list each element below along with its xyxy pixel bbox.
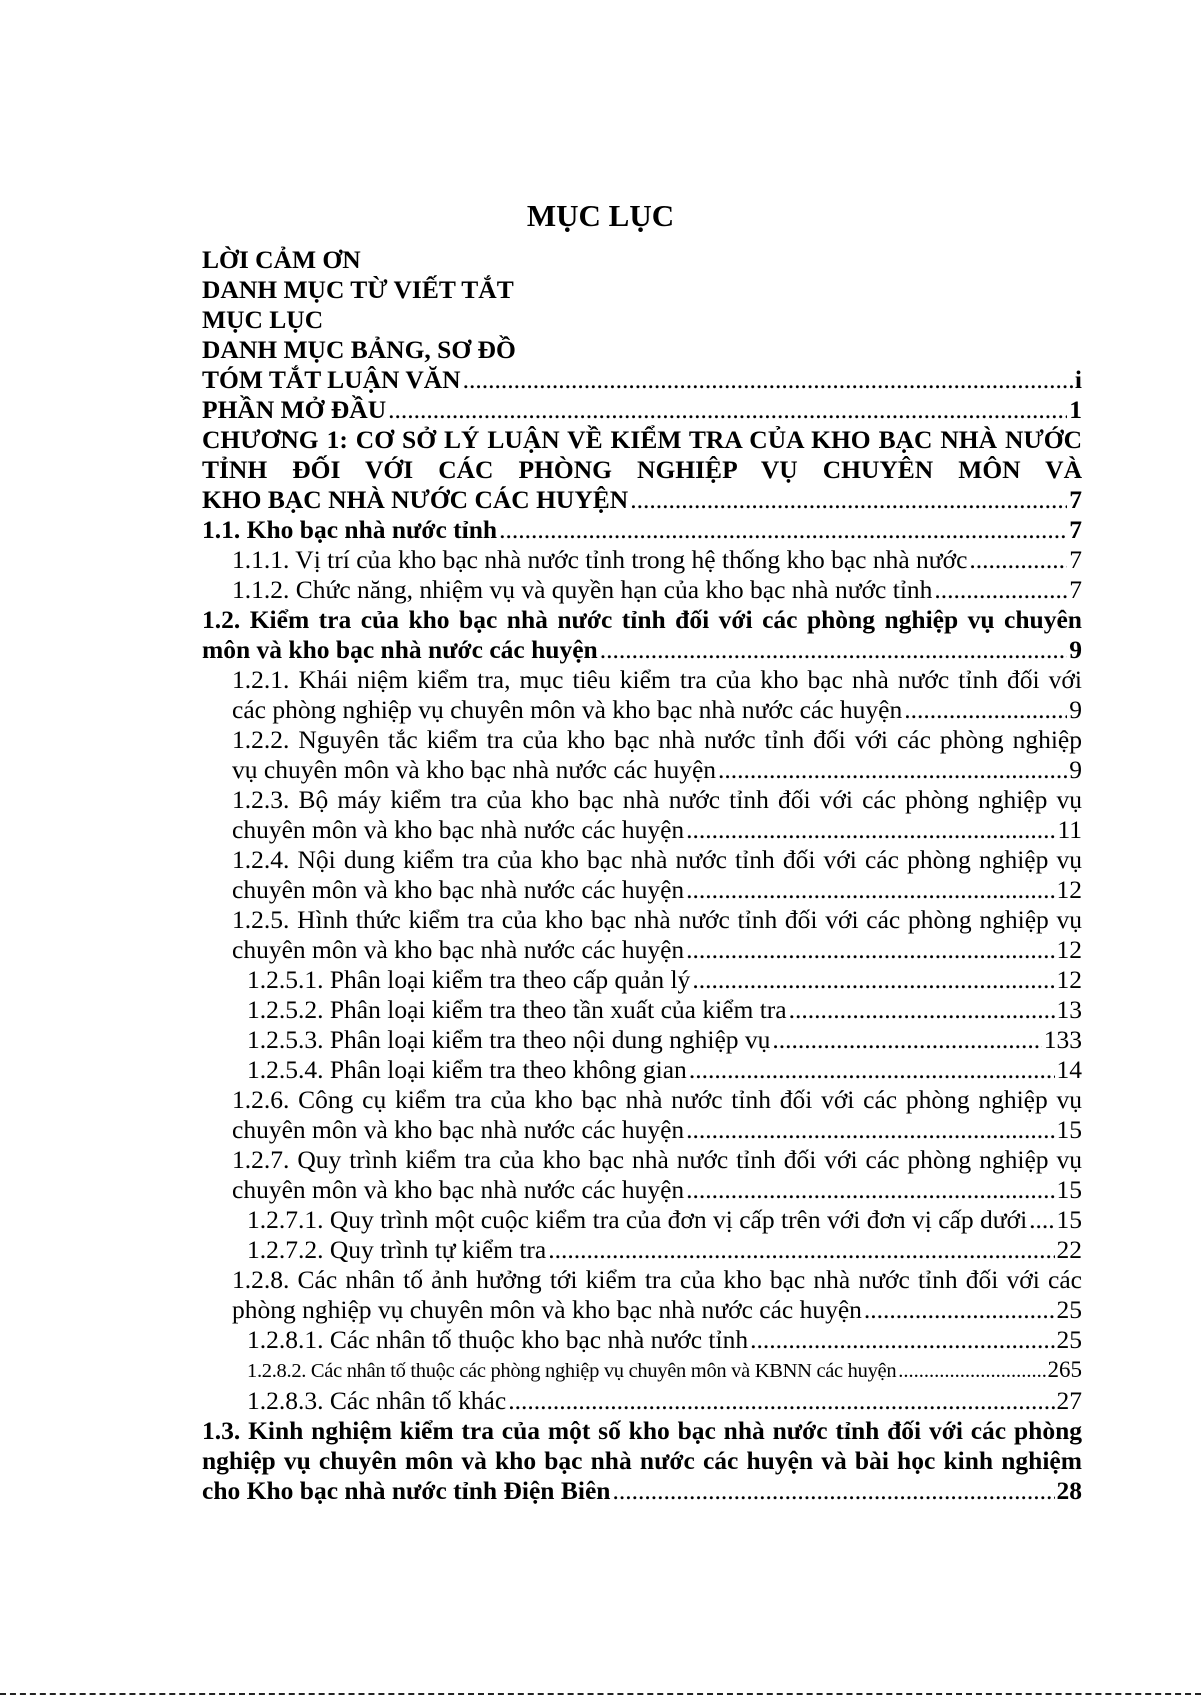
toc-entry[interactable]: [202, 1205, 1082, 1235]
toc-entry-text-first: 1.2.4. Nội dung kiểm tra của kho bạc nhà nước tỉnh đối với các phòng nghiệp vụ: [232, 845, 1082, 874]
toc-entry-row: [247, 1386, 1082, 1416]
toc-entry-row: [232, 935, 1082, 965]
toc-entry-row: [202, 245, 1082, 275]
toc-entry-row: [247, 1235, 1082, 1265]
toc-page-number: 1: [1069, 395, 1082, 424]
toc-entry[interactable]: [202, 1325, 1082, 1355]
toc-page-number: 7: [1069, 575, 1082, 604]
toc-entry-text-first: 1.2. Kiểm tra của kho bạc nhà nước tỉnh đối với các phòng nghiệp vụ chuyên: [202, 605, 1082, 634]
toc-entry-row: [232, 695, 1082, 725]
toc-entry-row: [232, 1295, 1082, 1325]
toc-page-number: 25: [1056, 1295, 1082, 1324]
toc-entry[interactable]: [202, 845, 1082, 905]
toc-entry-text: 1.1. Kho bạc nhà nước tỉnh: [202, 515, 498, 544]
toc-entry-row: [202, 305, 1082, 335]
toc-entry-text: chuyên môn và kho bạc nhà nước các huyện: [232, 1115, 685, 1144]
toc-entry-text: PHẦN MỞ ĐẦU: [202, 395, 387, 424]
toc-entry-text: vụ chuyên môn và kho bạc nhà nước các huyện: [232, 755, 717, 784]
toc-page-number: 15: [1056, 1175, 1082, 1204]
toc-page-number: 22: [1056, 1235, 1082, 1264]
toc-page-number: 12: [1056, 875, 1082, 904]
toc-entry-text-first: 1.3. Kinh nghiệm kiểm tra của một số kho bạc nhà nước tỉnh đối với các phòng nghiệp vụ chuyên môn và kho bạc nhà nước các huyện và bài học kinh nghiệm: [202, 1416, 1082, 1475]
toc-page-number: 27: [1056, 1386, 1082, 1415]
toc-entry-text: 1.2.7.2. Quy trình tự kiểm tra: [247, 1235, 547, 1264]
page-edge-divider: [0, 1693, 1201, 1695]
toc-entry-row: [247, 1205, 1082, 1235]
toc-page-number: 12: [1056, 935, 1082, 964]
toc-entry[interactable]: [202, 1265, 1082, 1325]
toc-entry-row: [202, 395, 1082, 425]
toc-leader-dots: [750, 1325, 1054, 1355]
toc-entry-text-first: 1.2.8. Các nhân tố ảnh hưởng tới kiểm tra của kho bạc nhà nước tỉnh đối với các: [232, 1265, 1082, 1294]
toc-page-number: 13: [1056, 995, 1082, 1024]
toc-entry[interactable]: [202, 1085, 1082, 1145]
toc-page-number: 7: [1069, 485, 1082, 514]
toc-leader-dots: [789, 995, 1055, 1025]
toc-entry-row: [232, 545, 1082, 575]
page-title: MỤC LỤC: [526, 198, 675, 233]
toc-entry-text: phòng nghiệp vụ chuyên môn và kho bạc nhà nước các huyện: [232, 1295, 862, 1324]
toc-entry-row: [202, 335, 1082, 365]
toc-leader-dots: [686, 1175, 1054, 1205]
toc-entry[interactable]: [202, 515, 1082, 545]
toc-page-number: 15: [1056, 1205, 1082, 1234]
toc-entry[interactable]: [202, 665, 1082, 725]
toc-leader-dots: [689, 1055, 1055, 1085]
toc-entry[interactable]: [202, 995, 1082, 1025]
toc-entry-row: [202, 635, 1082, 665]
toc-leader-dots: [630, 485, 1067, 515]
toc-entry[interactable]: [202, 275, 1082, 305]
toc-entry-text: 1.2.5.2. Phân loại kiểm tra theo tần xuất của kiểm tra: [247, 995, 787, 1024]
toc-entry-text: DANH MỤC BẢNG, SƠ ĐỒ: [202, 335, 516, 364]
toc-leader-dots: [612, 1476, 1054, 1506]
toc-entry-row: [232, 1115, 1082, 1145]
toc-entry-row: [247, 1025, 1082, 1055]
toc-entry-row: [247, 1325, 1082, 1355]
toc-entry[interactable]: [202, 545, 1082, 575]
toc-entry-text: 1.2.5.4. Phân loại kiểm tra theo không gian: [247, 1055, 687, 1084]
toc-page-number: 11: [1057, 815, 1082, 844]
toc-entry[interactable]: [202, 365, 1082, 395]
toc-entry-row: [202, 515, 1082, 545]
toc-leader-dots: [463, 365, 1073, 395]
toc-entry-text-first: 1.2.1. Khái niệm kiểm tra, mục tiêu kiểm tra của kho bạc nhà nước tỉnh đối với: [232, 665, 1082, 694]
toc-leader-dots: [718, 755, 1067, 785]
toc-entry-row: [247, 1055, 1082, 1085]
toc-entry-text: chuyên môn và kho bạc nhà nước các huyện: [232, 935, 685, 964]
toc-entry-row: [247, 1355, 1082, 1386]
toc-entry-row: [202, 275, 1082, 305]
toc-leader-dots: [508, 1386, 1054, 1416]
toc-leader-dots: [692, 965, 1054, 995]
toc-leader-dots: [686, 1115, 1054, 1145]
toc-leader-dots: [686, 815, 1055, 845]
toc-leader-dots: [969, 545, 1067, 575]
toc-page-number: 9: [1069, 695, 1082, 724]
toc-leader-dots: [686, 875, 1054, 905]
toc-page-number: 7: [1069, 515, 1082, 544]
toc-page-number: 28: [1056, 1476, 1082, 1505]
toc-entry-row: [247, 965, 1082, 995]
toc-entry-row: [232, 875, 1082, 905]
toc-entry[interactable]: [202, 335, 1082, 365]
toc-entry-text-first: 1.2.7. Quy trình kiểm tra của kho bạc nhà nước tỉnh đối với các phòng nghiệp vụ: [232, 1145, 1082, 1174]
toc-entry-text: chuyên môn và kho bạc nhà nước các huyện: [232, 1175, 685, 1204]
toc-entry-row: [232, 1175, 1082, 1205]
toc-page-number: 133: [1043, 1025, 1082, 1054]
toc-entry-text: 1.2.8.2. Các nhân tố thuộc các phòng nghiệp vụ chuyên môn và KBNN các huyện: [247, 1360, 897, 1382]
toc-page-number: 265: [1047, 1357, 1082, 1382]
toc-entry[interactable]: [202, 1416, 1082, 1506]
toc-leader-dots: [686, 935, 1054, 965]
toc-entry-row: [232, 755, 1082, 785]
toc-entry[interactable]: [202, 1235, 1082, 1265]
toc-page-number: 14: [1056, 1055, 1082, 1084]
toc-entry-text: KHO BẠC NHÀ NƯỚC CÁC HUYỆN: [202, 485, 629, 514]
toc-entry-row: [202, 485, 1082, 515]
toc-entry-text: môn và kho bạc nhà nước các huyện: [202, 635, 598, 664]
toc-entry-row: [202, 1476, 1082, 1506]
toc-entry-text: 1.1.1. Vị trí của kho bạc nhà nước tỉnh trong hệ thống kho bạc nhà nước: [232, 545, 968, 574]
toc-leader-dots: [898, 1356, 1045, 1386]
toc-leader-dots: [904, 695, 1067, 725]
toc-entry[interactable]: [202, 1355, 1082, 1386]
toc-entry[interactable]: [202, 575, 1082, 605]
toc-leader-dots: [1029, 1205, 1054, 1235]
toc-page-number: 7: [1069, 545, 1082, 574]
toc-entry-row: [202, 365, 1082, 395]
table-of-contents: [202, 245, 1082, 1506]
toc-entry-text: 1.2.5.1. Phân loại kiểm tra theo cấp quản lý: [247, 965, 691, 994]
toc-entry-text: chuyên môn và kho bạc nhà nước các huyện: [232, 815, 685, 844]
toc-entry-text: 1.2.8.1. Các nhân tố thuộc kho bạc nhà nước tỉnh: [247, 1325, 749, 1354]
toc-page-number: 25: [1056, 1325, 1082, 1354]
toc-entry[interactable]: [202, 1145, 1082, 1205]
toc-entry-text-first: 1.2.2. Nguyên tắc kiểm tra của kho bạc nhà nước tỉnh đối với các phòng nghiệp: [232, 725, 1082, 754]
toc-entry-text-first: 1.2.3. Bộ máy kiểm tra của kho bạc nhà nước tỉnh đối với các phòng nghiệp vụ: [232, 785, 1082, 814]
toc-entry-text: TÓM TẮT LUẬN VĂN: [202, 365, 461, 394]
toc-entry[interactable]: [202, 905, 1082, 965]
toc-entry-text: 1.2.8.3. Các nhân tố khác: [247, 1386, 507, 1415]
toc-entry[interactable]: [202, 395, 1082, 425]
toc-page-number: 15: [1056, 1115, 1082, 1144]
toc-page-number: i: [1074, 365, 1082, 394]
toc-entry-text-first: 1.2.5. Hình thức kiểm tra của kho bạc nhà nước tỉnh đối với các phòng nghiệp vụ: [232, 905, 1082, 934]
toc-leader-dots: [499, 515, 1067, 545]
toc-page-number: 9: [1069, 755, 1082, 784]
toc-leader-dots: [772, 1025, 1041, 1055]
toc-leader-dots: [600, 635, 1068, 665]
toc-leader-dots: [388, 395, 1067, 425]
toc-entry[interactable]: [202, 1386, 1082, 1416]
toc-entry[interactable]: [202, 305, 1082, 335]
toc-entry-text-first: CHƯƠNG 1: CƠ SỞ LÝ LUẬN VỀ KIỂM TRA CỦA KHO BẠC NHÀ NƯỚC TỈNH ĐỐI VỚI CÁC PHÒNG NGHIỆP VỤ CHUYÊN MÔN VÀ: [202, 425, 1082, 484]
toc-entry[interactable]: [202, 725, 1082, 785]
toc-entry-text-first: 1.2.6. Công cụ kiểm tra của kho bạc nhà nước tỉnh đối với các phòng nghiệp vụ: [232, 1085, 1082, 1114]
toc-leader-dots: [548, 1235, 1054, 1265]
toc-entry-row: [232, 815, 1082, 845]
toc-leader-dots: [864, 1295, 1055, 1325]
toc-page-number: 12: [1056, 965, 1082, 994]
toc-entry[interactable]: [202, 1025, 1082, 1055]
toc-page-number: 9: [1069, 635, 1082, 664]
toc-entry[interactable]: [202, 785, 1082, 845]
toc-entry-text: MỤC LỤC: [202, 305, 324, 334]
toc-entry-text: cho Kho bạc nhà nước tỉnh Điện Biên: [202, 1476, 611, 1505]
toc-entry-text: 1.1.2. Chức năng, nhiệm vụ và quyền hạn của kho bạc nhà nước tỉnh: [232, 575, 933, 604]
toc-entry-text: LỜI CẢM ƠN: [202, 245, 361, 274]
toc-leader-dots: [934, 575, 1067, 605]
toc-entry[interactable]: [202, 425, 1082, 515]
toc-entry-text: chuyên môn và kho bạc nhà nước các huyện: [232, 875, 685, 904]
toc-entry-text: 1.2.5.3. Phân loại kiểm tra theo nội dung nghiệp vụ: [247, 1025, 771, 1054]
toc-entry-text: DANH MỤC TỪ VIẾT TẮT: [202, 275, 514, 304]
toc-entry-row: [232, 575, 1082, 605]
toc-entry[interactable]: [202, 1055, 1082, 1085]
toc-entry-row: [247, 995, 1082, 1025]
toc-entry-text: 1.2.7.1. Quy trình một cuộc kiểm tra của đơn vị cấp trên với đơn vị cấp dưới: [247, 1205, 1028, 1234]
toc-entry[interactable]: [202, 605, 1082, 665]
toc-entry[interactable]: [202, 965, 1082, 995]
toc-entry-text: các phòng nghiệp vụ chuyên môn và kho bạc nhà nước các huyện: [232, 695, 903, 724]
toc-entry[interactable]: [202, 245, 1082, 275]
